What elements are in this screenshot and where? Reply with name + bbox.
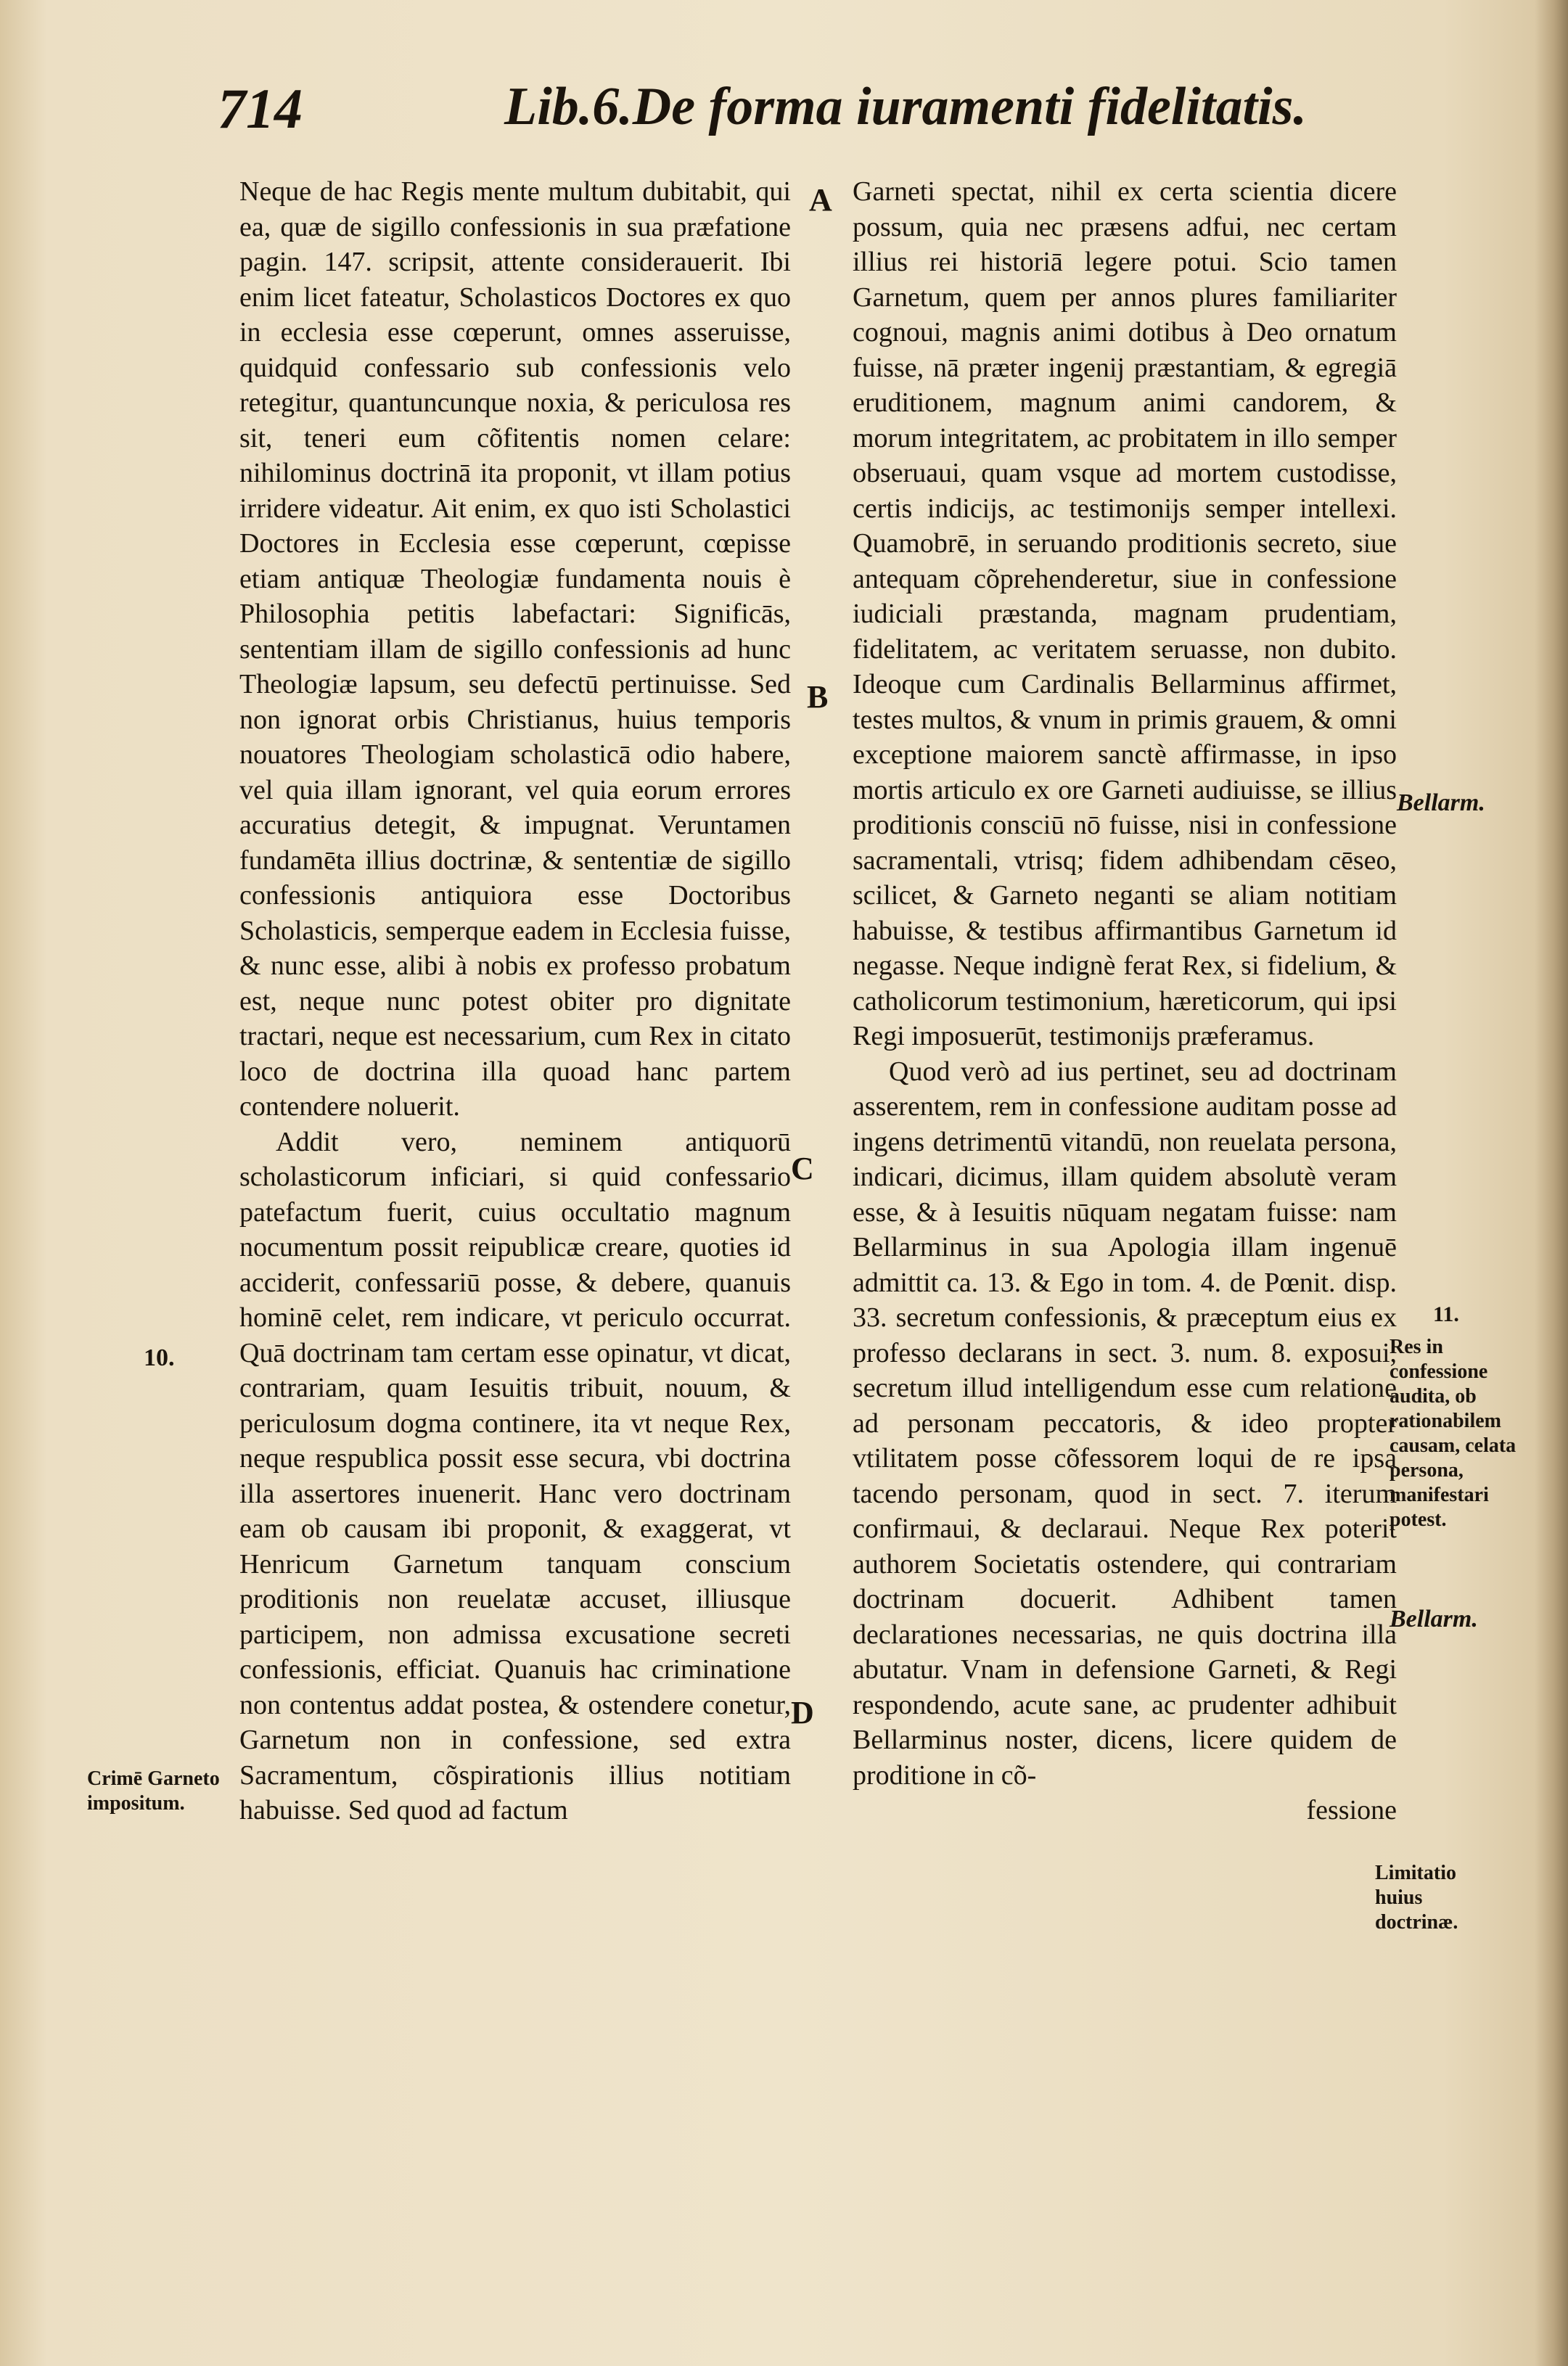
left-paragraph-2: Addit vero, neminem antiquorū scholasticorum inficiari, si quid confessario patefactum fuerit, cuius occultatio magnum nocumentum possit reipublicæ creare, quoties id acciderit, confessariū posse, & debere, quanuis hominē celet, rem indicare, vt periculo occurrat. Quā doctrinam tam certam esse opinatur, vt dicat, contrariam, quam Iesuitis tribuit, nouum, & periculosum dogma continere, ita vt neque Rex, neque respublica possit esse secura, vbi doctrina illa assertores inuenerit. Hanc vero doctrinam eam ob causam ibi proponit, & exaggerat, vt Henricum Garnetum tanquam conscium proditionis non reuelatæ accuset, illiusque participem, non admissa excusatione secreti confessionis, efficiat. Quanuis hac criminatione non contentus addat postea, & ostendere conetur, Garnetum non in confessione, sed extra Sacramentum, cõspirationis illius notitiam habuisse. Sed quod ad factum: [239, 1126, 791, 1825]
margin-number-10: 10.: [144, 1344, 175, 1371]
section-letter-c: C: [791, 1151, 814, 1186]
page-number: 714: [218, 77, 303, 140]
right-column: [853, 174, 1397, 1828]
section-letter-d: D: [791, 1695, 814, 1730]
catchword: fessione: [1306, 1795, 1397, 1825]
right-paragraph-2: Quod verò ad ius pertinet, seu ad doctrinam asserentem, rem in confessione auditam posse ad ingens detrimentū vitandū, non reuelata persona, indicari, dicimus, illam quidem absolutè veram esse, & à Iesuitis nūquam negatam fuisse: nam Bellarminus in sua Apologia illam ingenuē admittit ca. 13. & Ego in tom. 4. de Pœnit. disp. 33. secretum confessionis, & præceptum eius ex professo declarans in sect. 3. num. 8. exposui, secretum illud intelligendum esse cum relatione ad personam peccatoris, & ideo propter vtilitatem posse cõfessorem loqui de re ipsa tacendo personam, quod in sect. 7. iterum confirmaui, & declaraui. Neque Rex poterit authorem Societatis ostendere, qui contrariam doctrinam docuerit. Adhibent tamen declarationes necessarias, ne quis doctrina illa abutatur. Vnam in defensione Garneti, & Regi respondendo, acute sane, ac prudenter adhibuit Bellarminus noster, dicens, licere quidem de proditione in cõ-: [853, 1056, 1397, 1791]
section-letter-b: B: [807, 679, 829, 715]
page-header: [218, 69, 1307, 149]
running-title: Lib.6.De forma iuramenti fidelitatis.: [504, 77, 1307, 136]
left-paragraph-1: Neque de hac Regis mente multum dubitabit, qui ea, quæ de sigillo confessionis in sua præfatione pagin. 147. scripsit, attente considerauerit. Ibi enim licet fateatur, Scholasticos Doctores ex quo in ecclesia esse cœperunt, omnes asseruisse, quidquid confessario sub confessionis velo retegitur, quantuncunque noxia, & periculosa res sit, teneri eum cõfitentis nomen celare: nihilominus doctrinā ita proponit, vt illam potius irridere videatur. Ait enim, ex quo isti Scholastici Doctores in Ecclesia esse cœperunt, cœpisse etiam antiquæ Theologiæ fundamenta nouis è Philosophia petitis labefactari: Significās, sententiam illam de sigillo confessionis ad hunc Theologiæ lapsum, seu defectū pertinuisse. Sed non ignorat orbis Christianus, huius temporis nouatores Theologiam scholasticā odio habere, vel quia illam ignorant, vel quia eorum errores accuratius detegit, & impugnat. Veruntamen fundamēta illius doctrinæ, & sententiæ de sigillo confessionis antiquiora esse Doctoribus Scholasticis, semperque eadem in Ecclesia fuisse, & nunc esse, alibi à nobis ex professo probatum est, neque nunc potest obiter pro dignitate tractari, neque est necessarium, cum Rex in citato loco de doctrina illa quoad hanc partem contendere noluerit.: [239, 176, 791, 1122]
left-column: [239, 174, 791, 1828]
margin-note-limitatio: Limitatio huius doctrinæ.: [1375, 1862, 1458, 1934]
margin-note-bellarm-1: Bellarm.: [1397, 789, 1485, 816]
margin-note-bellarm-2: Bellarm.: [1390, 1606, 1478, 1632]
margin-note-res: Res in confessione audita, ob rationabilem causam, celata persona, manifestari potest.: [1390, 1336, 1516, 1531]
page-edge-shadow: [1535, 0, 1568, 2366]
right-paragraph-1: Garneti spectat, nihil ex certa scientia dicere possum, quia nec præsens adfui, nec certam illius rei historiā legere potui. Scio tamen Garnetum, quem per annos plures familiariter cognoui, magnis animi dotibus à Deo ornatum fuisse, nā præter ingenij præstantiam, & egregiā eruditionem, magnum animi candorem, & morum integritatem, ac probitatem in illo semper obseruaui, quam vsque ad mortem custodisse, certis indicijs, ac testimonijs semper intellexi. Quamobrē, in seruando proditionis secreto, siue antequam cõprehenderetur, siue in confessione iudiciali præstanda, magnam prudentiam, fidelitatem, ac veritatem seruasse, non dubito. Ideoque cum Cardinalis Bellarminus affirmet, testes multos, & vnum in primis grauem, & omni exceptione maiorem sanctè affirmasse, in ipso mortis articulo ex ore Garneti audiuisse, se illius proditionis consciū nō fuisse, nisi in confessione sacramentali, vtrisq; fidem adhibendam cēseo, scilicet, & Garneto neganti se aliam notitiam habuisse, & testibus affirmantibus Garnetum id negasse. Neque indignè ferat Rex, si fidelium, & catholicorum testimonium, hæreticorum, qui ipsi Regi imposuerūt, testimonijs præferamus.: [853, 176, 1397, 1051]
margin-number-11: 11.: [1433, 1302, 1459, 1326]
margin-note-crime: Crimē Garneto impositum.: [87, 1767, 220, 1815]
section-letter-a: A: [809, 182, 832, 218]
